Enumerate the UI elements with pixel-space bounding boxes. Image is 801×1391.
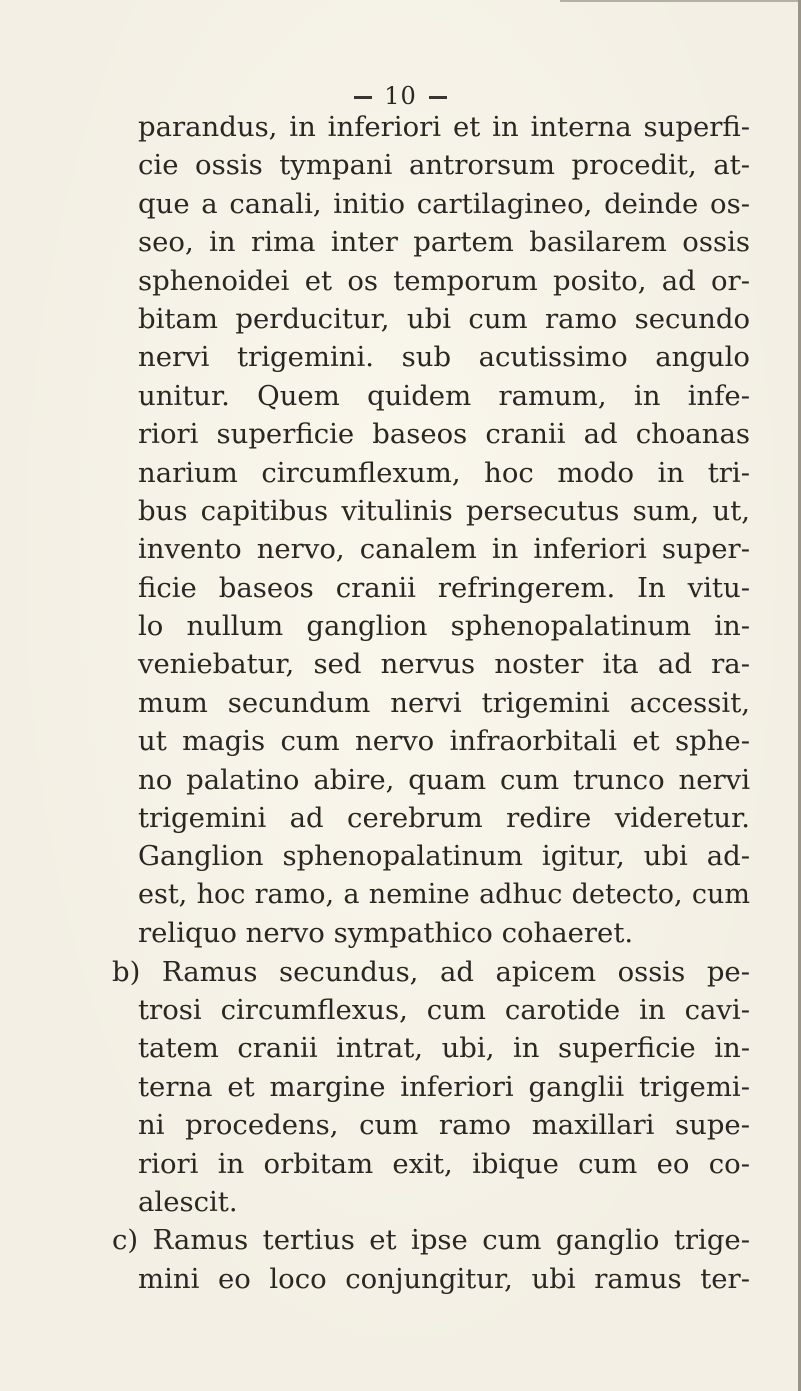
text-line: reliquo nervo sympathico cohaeret.: [138, 917, 634, 950]
text-line: unitur. Quem quidem ramum, in infe-: [138, 379, 750, 412]
text-line: trigemini ad cerebrum redire videretur.: [138, 802, 750, 835]
text-line: cie ossis tympani antrorsum procedit, at-: [138, 149, 750, 182]
text-line: invento nervo, canalem in inferiori super-: [138, 533, 750, 566]
text-line: Ganglion sphenopalatinum igitur, ubi ad-: [138, 840, 750, 873]
text-line: mum secundum nervi trigemini accessit,: [138, 686, 750, 719]
text-line: que a canali, initio cartilagineo, deinde os-: [138, 187, 750, 220]
text-line: nervi trigemini. sub acutissimo angulo: [138, 341, 750, 374]
text-line: riori in orbitam exit, ibique cum eo co-: [138, 1147, 750, 1180]
page-top-edge: [560, 0, 801, 2]
text-line: tatem cranii intrat, ubi, in superficie in-: [138, 1032, 750, 1065]
text-line: seo, in rima inter partem basilarem ossis: [138, 226, 750, 259]
page-number: 10: [384, 82, 417, 110]
body-text: [112, 108, 750, 1298]
text-line: b) Ramus secundus, ad apicem ossis pe-: [112, 955, 750, 988]
text-line: c) Ramus tertius et ipse cum ganglio trige-: [112, 1224, 750, 1257]
text-line: mini eo loco conjungitur, ubi ramus ter-: [138, 1262, 750, 1295]
text-line: trosi circumflexus, cum carotide in cavi-: [138, 993, 750, 1026]
text-line: ni procedens, cum ramo maxillari supe-: [138, 1109, 750, 1142]
text-line: bitam perducitur, ubi cum ramo secundo: [138, 302, 750, 335]
text-line: veniebatur, sed nervus noster ita ad ra-: [138, 648, 750, 681]
page-header: [0, 82, 801, 110]
text-line: parandus, in inferiori et in interna superfi-: [138, 111, 750, 143]
text-line: narium circumflexum, hoc modo in tri-: [138, 456, 750, 489]
text-line: lo nullum ganglion sphenopalatinum in-: [138, 610, 750, 643]
header-dash-right: [429, 96, 447, 99]
text-line: sphenoidei et os temporum posito, ad or-: [138, 264, 750, 297]
text-line: alescit.: [138, 1185, 238, 1218]
text-line: ut magis cum nervo infraorbitali et sphe-: [138, 725, 750, 758]
text-line: riori superficie baseos cranii ad choanas: [138, 418, 750, 451]
text-line: est, hoc ramo, a nemine adhuc detecto, cum: [138, 878, 750, 910]
text-line: no palatino abire, quam cum trunco nervi: [138, 763, 750, 796]
text-line: ficie baseos cranii refringerem. In vitu-: [138, 571, 750, 604]
text-line: terna et margine inferiori ganglii trigemi-: [138, 1070, 750, 1103]
text-line: bus capitibus vitulinis persecutus sum, ut,: [138, 494, 750, 527]
header-dash-left: [354, 96, 372, 99]
